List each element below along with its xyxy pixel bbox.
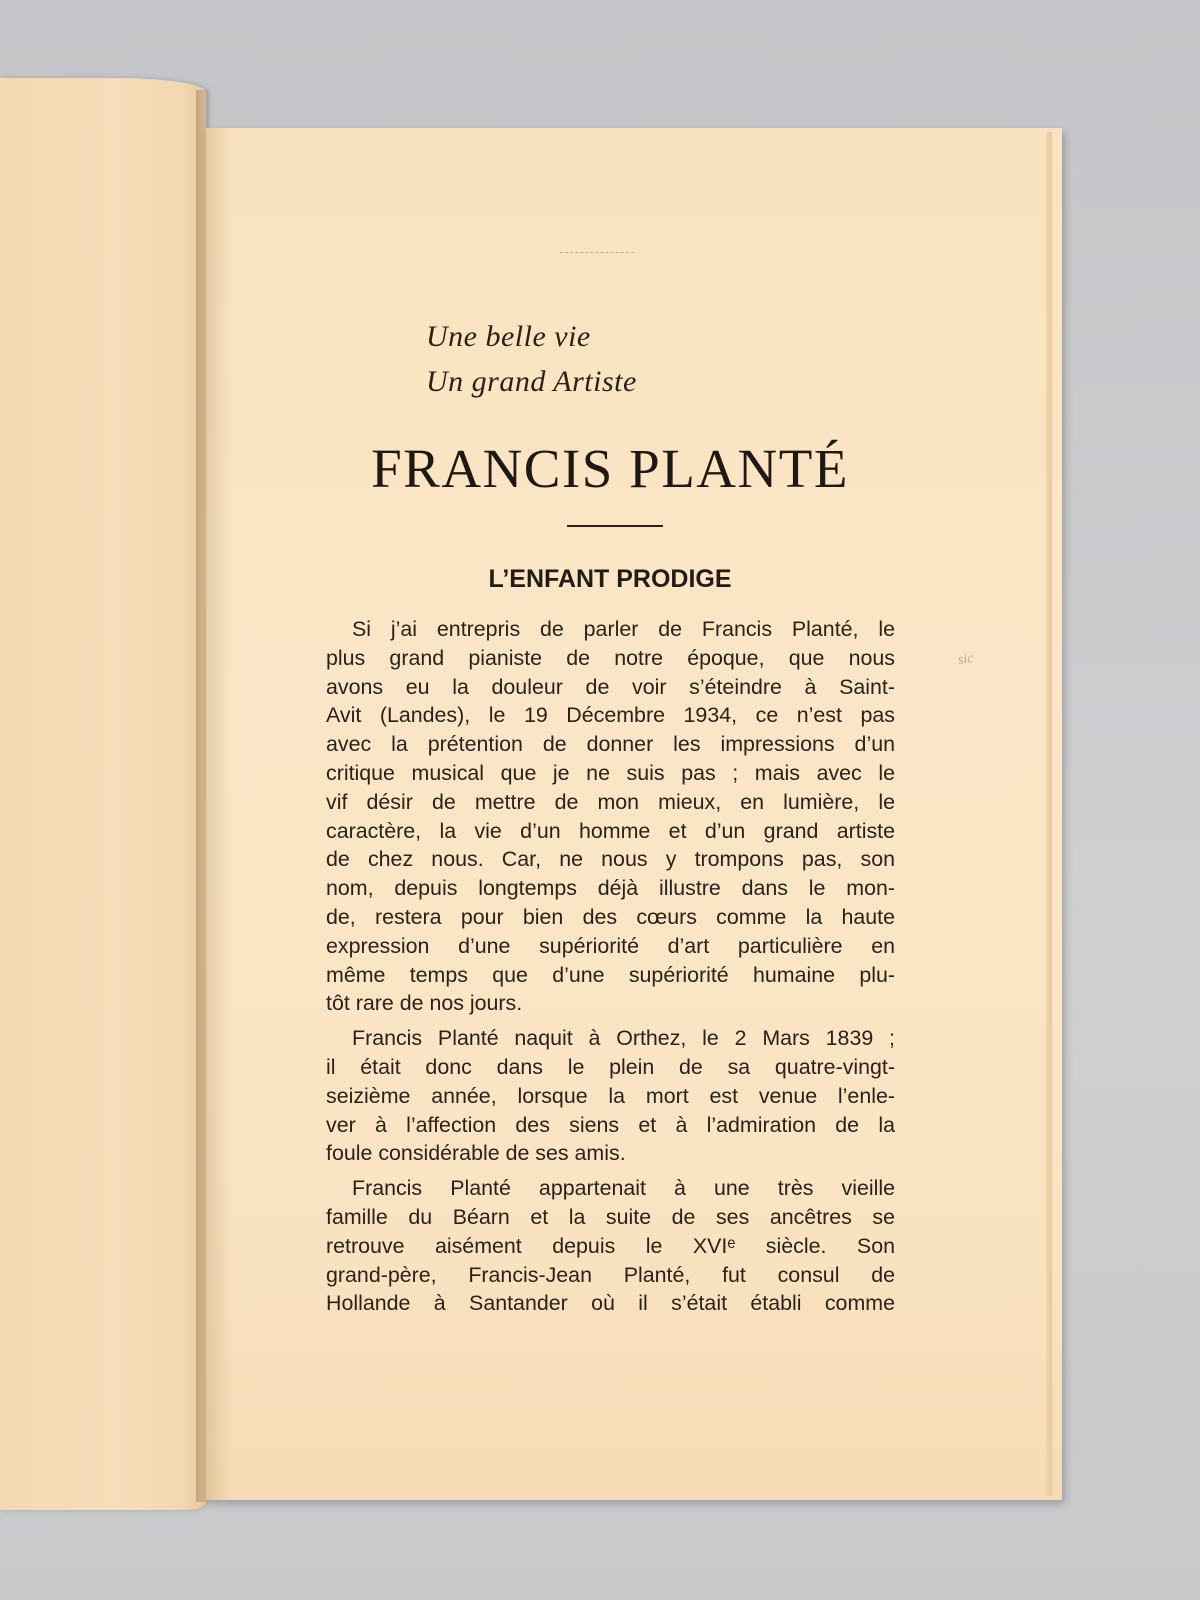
page-edge [1046, 132, 1052, 1496]
text-line: seizième année, lorsque la mort est venue l’enle- [326, 1083, 895, 1108]
text-line: grand-père, Francis-Jean Planté, fut consul de [326, 1262, 895, 1287]
text-line: avons eu la douleur de voir s’éteindre à Saint- [326, 674, 895, 699]
text-line: Francis Planté appartenait à une très vieille [352, 1176, 895, 1201]
text-line: caractère, la vie d’un homme et d’un grand artiste [326, 818, 895, 843]
text-line: Francis Planté naquit à Orthez, le 2 Mars 1839 ; [352, 1026, 895, 1051]
subtitle-line-1: Une belle vie [426, 320, 591, 353]
text-line: vif désir de mettre de mon mieux, en lumière, le [326, 789, 895, 814]
text-line: foule considérable de ses amis. [326, 1141, 626, 1166]
text-line: même temps que d’une supériorité humaine plu- [326, 962, 895, 987]
text-line: Si j’ai entrepris de parler de Francis Planté, le [352, 617, 895, 641]
section-heading: L’ENFANT PRODIGE [488, 565, 732, 593]
paragraph-3 [326, 1174, 895, 1318]
text-line: de, restera pour bien des cœurs comme la haute [326, 904, 895, 929]
text-line: famille du Béarn et la suite de ses ancêtres se [326, 1204, 895, 1229]
paragraph-1 [326, 615, 895, 1018]
text-line: retrouve aisément depuis le XVIᵉ siècle. Son [326, 1233, 895, 1258]
margin-note: sic [956, 650, 975, 669]
body-text [326, 615, 895, 1324]
text-line: Avit (Landes), le 19 Décembre 1934, ce n’est pas [326, 703, 895, 728]
paragraph-2 [326, 1024, 895, 1168]
text-line: ver à l’affection des siens et à l’admiration de la [326, 1112, 895, 1137]
text-line: plus grand pianiste de notre époque, que nous [326, 645, 895, 670]
text-line: de chez nous. Car, ne nous y trompons pas, son [326, 847, 895, 872]
text-line: Hollande à Santander où il s’était établi comme [326, 1291, 895, 1316]
text-line: avec la prétention de donner les impressions d’un [326, 732, 895, 757]
text-line: il était donc dans le plein de sa quatre-vingt- [326, 1054, 895, 1079]
top-decorative-rule [560, 252, 634, 253]
title-underline-rule [567, 525, 663, 527]
subtitle-line-2: Un grand Artiste [426, 365, 637, 398]
text-line: nom, depuis longtemps déjà illustre dans le mon- [326, 876, 895, 901]
text-line: expression d’une supériorité d’art particulière en [326, 933, 895, 958]
page-title: FRANCIS PLANTÉ [371, 438, 849, 499]
left-page [0, 78, 206, 1510]
text-line: tôt rare de nos jours. [326, 991, 523, 1016]
text-line: critique musical que je ne suis pas ; mais avec le [326, 760, 895, 785]
